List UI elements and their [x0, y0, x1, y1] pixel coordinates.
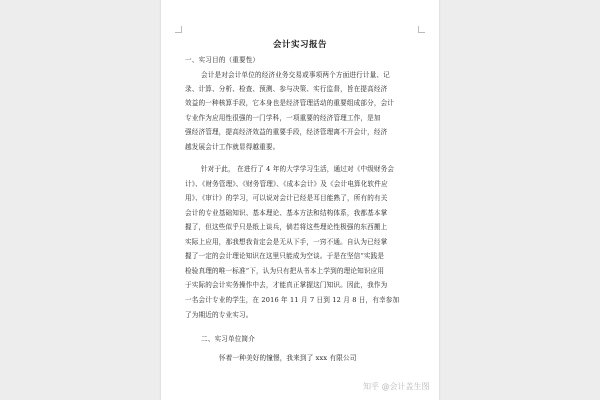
paragraph-line: 怀着一种美好的憧憬，我来到了 xxx 有限公司	[219, 354, 357, 362]
paragraph-line: 效益的一种核算手段，它本身也是经济管理活动的重要组成部分，会计	[185, 99, 395, 107]
page-corner-mark	[175, 26, 182, 33]
document-title: 会计实习报告	[272, 40, 327, 50]
paragraph-line: 检验真理的唯一标准”下，认为只有把从书本上学到的理论知识应用	[185, 267, 385, 275]
paragraph-line: 针对于此， 在进行了 4 年的大学学习生活，通过对《中级财务会	[201, 165, 395, 173]
paragraph-line: 实际上应用，那我想我肯定会是无从下手，一窍不通。自认为已经掌	[185, 238, 388, 246]
paragraph-line: 一名会计专业的学生，在 2016 年 11 月 7 日到 12 月 8 日，有幸参加	[185, 296, 400, 304]
paragraph-line: 用》、《审计》的学习，可以说对会计已经是耳目能熟了，所有的有关	[185, 194, 388, 202]
paragraph-line: 录、计算、分析、检查、预测、参与决策、实行监督，旨在提高经济	[185, 85, 388, 93]
paragraph-line: 会计的专业基础知识、基本理论、基本方法和结构体系，我都基本掌	[185, 209, 388, 217]
paragraph-line: 会计是对会计单位的经济业务交易或事项两个方面进行计量、记	[201, 71, 390, 79]
paragraph-line: 强经济管理，提高经济效益的重要手段，经济管理离不开会计，经济	[185, 128, 388, 136]
paragraph-line: 于实际的会计实务操作中去，才能真正掌握这门知识。因此，我作为	[185, 281, 388, 289]
paragraph-line: 握了，但这些似乎只是纸上谈兵，倘若将这些理论性极强的东西搬上	[185, 223, 388, 231]
paragraph-line: 了为期近的专业实习。	[185, 311, 253, 319]
paragraph-line: 握了一定的会计理论知识在这里只能成为空谈。于是在坚信“实践是	[185, 252, 385, 260]
section-heading: 二、实习单位简介	[201, 335, 255, 343]
document-page	[161, 0, 439, 400]
paragraph-line: 专业作为应用性很强的一门学科，一项重要的经济管理工作，是加	[185, 114, 381, 122]
paragraph-line: 越发展会计工作就显得越重要。	[185, 143, 280, 151]
paragraph-line: 计》、《财务管理》、《财务管理》、《成本会计》及《会计电算化软件应	[185, 180, 388, 188]
watermark-text: 知乎 @会计盖生图	[363, 382, 430, 391]
page-corner-mark	[418, 26, 425, 33]
section-heading: 一、实习目的（重要性）	[185, 56, 260, 64]
